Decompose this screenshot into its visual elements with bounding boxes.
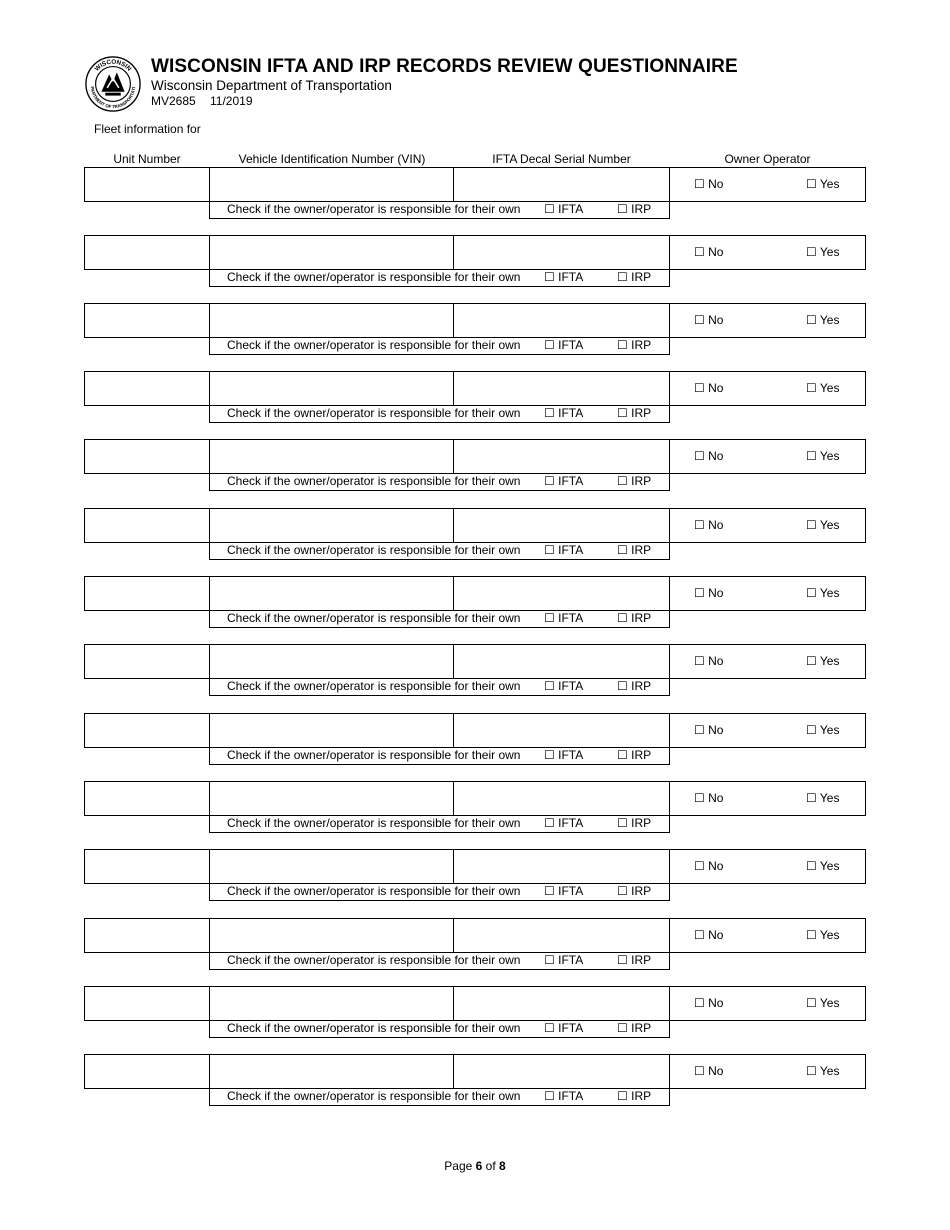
responsibility-text: Check if the owner/operator is responsible for their own xyxy=(227,748,521,762)
owner-operator-no-checkbox[interactable] xyxy=(694,586,723,600)
owner-operator-yes-checkbox[interactable] xyxy=(806,723,839,737)
fleet-row xyxy=(84,713,866,765)
responsibility-text: Check if the owner/operator is responsible for their own xyxy=(227,884,521,898)
responsibility-line xyxy=(209,883,670,901)
checkbox-icon: ☐ xyxy=(694,586,705,600)
irp-label: IRP xyxy=(631,474,652,488)
ifta-label: IFTA xyxy=(558,1021,584,1035)
responsibility-line xyxy=(209,337,670,355)
responsibility-text: Check if the owner/operator is responsible for their own xyxy=(227,474,521,488)
ifta-decal-field[interactable] xyxy=(453,508,670,543)
checkbox-icon: ☐ xyxy=(544,953,555,967)
wisdot-seal xyxy=(84,55,142,113)
ifta-decal-field[interactable] xyxy=(453,849,670,884)
vin-field[interactable] xyxy=(209,1054,454,1089)
svg-text:DEPARTMENT OF TRANSPORTATION: PARTMENT OF TRANSPORTATI xyxy=(89,86,137,110)
ifta-checkbox[interactable] xyxy=(544,474,583,488)
owner-operator-no-checkbox[interactable] xyxy=(694,996,723,1010)
irp-checkbox[interactable] xyxy=(617,748,651,762)
checkbox-icon: ☐ xyxy=(544,748,555,762)
fleet-info-label: Fleet information for xyxy=(94,122,201,136)
irp-checkbox[interactable] xyxy=(617,953,651,967)
responsibility-text: Check if the owner/operator is responsible for their own xyxy=(227,953,521,967)
no-label: No xyxy=(708,654,724,668)
ifta-label: IFTA xyxy=(558,338,584,352)
checkbox-icon: ☐ xyxy=(617,474,628,488)
no-label: No xyxy=(708,586,724,600)
owner-operator-no-checkbox[interactable] xyxy=(694,859,723,873)
responsibility-line xyxy=(209,1088,670,1106)
ifta-checkbox[interactable] xyxy=(544,679,583,693)
owner-operator-yes-checkbox[interactable] xyxy=(806,654,839,668)
responsibility-line xyxy=(209,952,670,970)
responsibility-line xyxy=(209,1020,670,1038)
ifta-checkbox[interactable] xyxy=(544,543,583,557)
no-label: No xyxy=(708,1064,724,1078)
checkbox-icon: ☐ xyxy=(806,313,817,327)
vin-field[interactable] xyxy=(209,986,454,1021)
owner-operator-cell xyxy=(669,1054,866,1089)
irp-checkbox[interactable] xyxy=(617,679,651,693)
owner-operator-yes-checkbox[interactable] xyxy=(806,996,839,1010)
responsibility-line xyxy=(209,747,670,765)
irp-label: IRP xyxy=(631,611,652,625)
ifta-label: IFTA xyxy=(558,611,584,625)
irp-checkbox[interactable] xyxy=(617,1021,651,1035)
yes-label: Yes xyxy=(819,177,840,191)
checkbox-icon: ☐ xyxy=(544,1021,555,1035)
responsibility-text: Check if the owner/operator is responsible for their own xyxy=(227,1021,521,1035)
checkbox-icon: ☐ xyxy=(806,381,817,395)
header-ifta-decal: IFTA Decal Serial Number xyxy=(492,152,631,166)
department-name: Wisconsin Department of Transportation xyxy=(151,78,392,93)
irp-label: IRP xyxy=(631,1021,652,1035)
ifta-decal-field[interactable] xyxy=(453,1054,670,1089)
checkbox-icon: ☐ xyxy=(694,791,705,805)
fleet-row xyxy=(84,918,866,970)
vin-field[interactable] xyxy=(209,167,454,202)
yes-label: Yes xyxy=(819,928,840,942)
yes-label: Yes xyxy=(819,381,840,395)
owner-operator-yes-checkbox[interactable] xyxy=(806,245,839,259)
checkbox-icon: ☐ xyxy=(694,518,705,532)
checkbox-icon: ☐ xyxy=(806,859,817,873)
owner-operator-cell xyxy=(669,439,866,474)
responsibility-line xyxy=(209,542,670,560)
no-label: No xyxy=(708,245,724,259)
responsibility-text: Check if the owner/operator is responsible for their own xyxy=(227,338,521,352)
ifta-checkbox[interactable] xyxy=(544,270,583,284)
responsibility-text: Check if the owner/operator is responsible for their own xyxy=(227,406,521,420)
checkbox-icon: ☐ xyxy=(806,928,817,942)
ifta-checkbox[interactable] xyxy=(544,338,583,352)
ifta-label: IFTA xyxy=(558,748,584,762)
owner-operator-no-checkbox[interactable] xyxy=(694,723,723,737)
fleet-row xyxy=(84,849,866,901)
yes-label: Yes xyxy=(819,518,840,532)
ifta-decal-field[interactable] xyxy=(453,713,670,748)
responsibility-line xyxy=(209,678,670,696)
ifta-decal-field[interactable] xyxy=(453,576,670,611)
ifta-decal-field[interactable] xyxy=(453,918,670,953)
page-prefix: Page xyxy=(444,1159,473,1173)
unit-number-field[interactable] xyxy=(84,303,210,338)
checkbox-icon: ☐ xyxy=(617,816,628,830)
owner-operator-cell xyxy=(669,371,866,406)
irp-label: IRP xyxy=(631,1089,652,1103)
checkbox-icon: ☐ xyxy=(544,679,555,693)
vin-field[interactable] xyxy=(209,508,454,543)
irp-label: IRP xyxy=(631,202,652,216)
no-label: No xyxy=(708,723,724,737)
checkbox-icon: ☐ xyxy=(617,679,628,693)
no-label: No xyxy=(708,381,724,395)
responsibility-text: Check if the owner/operator is responsible for their own xyxy=(227,679,521,693)
owner-operator-yes-checkbox[interactable] xyxy=(806,313,839,327)
ifta-checkbox[interactable] xyxy=(544,1021,583,1035)
responsibility-text: Check if the owner/operator is responsible for their own xyxy=(227,1089,521,1103)
yes-label: Yes xyxy=(819,859,840,873)
ifta-decal-field[interactable] xyxy=(453,167,670,202)
owner-operator-cell xyxy=(669,576,866,611)
vin-field[interactable] xyxy=(209,303,454,338)
yes-label: Yes xyxy=(819,654,840,668)
owner-operator-no-checkbox[interactable] xyxy=(694,928,723,942)
checkbox-icon: ☐ xyxy=(806,518,817,532)
yes-label: Yes xyxy=(819,449,840,463)
owner-operator-no-checkbox[interactable] xyxy=(694,313,723,327)
checkbox-icon: ☐ xyxy=(694,996,705,1010)
unit-number-field[interactable] xyxy=(84,235,210,270)
no-label: No xyxy=(708,859,724,873)
owner-operator-yes-checkbox[interactable] xyxy=(806,586,839,600)
irp-checkbox[interactable] xyxy=(617,611,651,625)
no-label: No xyxy=(708,928,724,942)
checkbox-icon: ☐ xyxy=(806,586,817,600)
ifta-decal-field[interactable] xyxy=(453,371,670,406)
ifta-checkbox[interactable] xyxy=(544,884,583,898)
irp-label: IRP xyxy=(631,543,652,557)
checkbox-icon: ☐ xyxy=(617,270,628,284)
owner-operator-cell xyxy=(669,986,866,1021)
header-owner-operator: Owner Operator xyxy=(724,152,811,166)
irp-label: IRP xyxy=(631,679,652,693)
form-date: 11/2019 xyxy=(210,94,253,108)
checkbox-icon: ☐ xyxy=(694,654,705,668)
vin-field[interactable] xyxy=(209,371,454,406)
fleet-row xyxy=(84,576,866,628)
yes-label: Yes xyxy=(819,313,840,327)
owner-operator-yes-checkbox[interactable] xyxy=(806,381,839,395)
irp-label: IRP xyxy=(631,884,652,898)
checkbox-icon: ☐ xyxy=(617,406,628,420)
vin-field[interactable] xyxy=(209,849,454,884)
yes-label: Yes xyxy=(819,996,840,1010)
responsibility-text: Check if the owner/operator is responsible for their own xyxy=(227,202,521,216)
ifta-label: IFTA xyxy=(558,884,584,898)
checkbox-icon: ☐ xyxy=(694,449,705,463)
fleet-row xyxy=(84,986,866,1038)
owner-operator-no-checkbox[interactable] xyxy=(694,381,723,395)
checkbox-icon: ☐ xyxy=(694,177,705,191)
vin-field[interactable] xyxy=(209,713,454,748)
ifta-label: IFTA xyxy=(558,953,584,967)
checkbox-icon: ☐ xyxy=(544,202,555,216)
checkbox-icon: ☐ xyxy=(694,381,705,395)
checkbox-icon: ☐ xyxy=(617,884,628,898)
responsibility-line xyxy=(209,269,670,287)
ifta-decal-field[interactable] xyxy=(453,303,670,338)
checkbox-icon: ☐ xyxy=(544,270,555,284)
owner-operator-no-checkbox[interactable] xyxy=(694,1064,723,1078)
irp-checkbox[interactable] xyxy=(617,884,651,898)
irp-checkbox[interactable] xyxy=(617,202,651,216)
owner-operator-no-checkbox[interactable] xyxy=(694,177,723,191)
checkbox-icon: ☐ xyxy=(617,202,628,216)
unit-number-field[interactable] xyxy=(84,918,210,953)
yes-label: Yes xyxy=(819,1064,840,1078)
responsibility-line xyxy=(209,405,670,423)
unit-number-field[interactable] xyxy=(84,986,210,1021)
fleet-row xyxy=(84,167,866,219)
no-label: No xyxy=(708,518,724,532)
unit-number-field[interactable] xyxy=(84,439,210,474)
irp-label: IRP xyxy=(631,406,652,420)
owner-operator-cell xyxy=(669,235,866,270)
yes-label: Yes xyxy=(819,586,840,600)
owner-operator-no-checkbox[interactable] xyxy=(694,654,723,668)
checkbox-icon: ☐ xyxy=(544,1089,555,1103)
fleet-row xyxy=(84,235,866,287)
owner-operator-yes-checkbox[interactable] xyxy=(806,177,839,191)
irp-label: IRP xyxy=(631,816,652,830)
svg-text:WISCONSIN: WISCONSIN xyxy=(93,58,133,73)
form-number: MV2685 xyxy=(151,94,196,108)
page-of: of xyxy=(485,1159,496,1173)
no-label: No xyxy=(708,313,724,327)
irp-checkbox[interactable] xyxy=(617,270,651,284)
responsibility-text: Check if the owner/operator is responsible for their own xyxy=(227,816,521,830)
vin-field[interactable] xyxy=(209,781,454,816)
ifta-label: IFTA xyxy=(558,474,584,488)
irp-checkbox[interactable] xyxy=(617,338,651,352)
unit-number-field[interactable] xyxy=(84,371,210,406)
owner-operator-cell xyxy=(669,167,866,202)
owner-operator-no-checkbox[interactable] xyxy=(694,518,723,532)
ifta-checkbox[interactable] xyxy=(544,1089,583,1103)
checkbox-icon: ☐ xyxy=(544,816,555,830)
checkbox-icon: ☐ xyxy=(617,1089,628,1103)
owner-operator-yes-checkbox[interactable] xyxy=(806,791,839,805)
irp-label: IRP xyxy=(631,338,652,352)
unit-number-field[interactable] xyxy=(84,849,210,884)
ifta-checkbox[interactable] xyxy=(544,748,583,762)
irp-checkbox[interactable] xyxy=(617,474,651,488)
ifta-checkbox[interactable] xyxy=(544,611,583,625)
vin-field[interactable] xyxy=(209,576,454,611)
no-label: No xyxy=(708,449,724,463)
form-title: WISCONSIN IFTA AND IRP RECORDS REVIEW QUESTIONNAIRE xyxy=(151,56,738,77)
checkbox-icon: ☐ xyxy=(544,406,555,420)
owner-operator-yes-checkbox[interactable] xyxy=(806,859,839,873)
responsibility-line xyxy=(209,610,670,628)
checkbox-icon: ☐ xyxy=(694,723,705,737)
responsibility-text: Check if the owner/operator is responsible for their own xyxy=(227,543,521,557)
responsibility-text: Check if the owner/operator is responsible for their own xyxy=(227,270,521,284)
ifta-label: IFTA xyxy=(558,543,584,557)
owner-operator-cell xyxy=(669,849,866,884)
irp-checkbox[interactable] xyxy=(617,1089,651,1103)
owner-operator-no-checkbox[interactable] xyxy=(694,449,723,463)
yes-label: Yes xyxy=(819,723,840,737)
checkbox-icon: ☐ xyxy=(694,928,705,942)
yes-label: Yes xyxy=(819,245,840,259)
owner-operator-cell xyxy=(669,781,866,816)
checkbox-icon: ☐ xyxy=(694,859,705,873)
checkbox-icon: ☐ xyxy=(544,474,555,488)
checkbox-icon: ☐ xyxy=(544,543,555,557)
unit-number-field[interactable] xyxy=(84,781,210,816)
checkbox-icon: ☐ xyxy=(806,723,817,737)
ifta-label: IFTA xyxy=(558,406,584,420)
unit-number-field[interactable] xyxy=(84,576,210,611)
owner-operator-cell xyxy=(669,644,866,679)
unit-number-field[interactable] xyxy=(84,644,210,679)
unit-number-field[interactable] xyxy=(84,1054,210,1089)
owner-operator-cell xyxy=(669,508,866,543)
ifta-label: IFTA xyxy=(558,202,584,216)
checkbox-icon: ☐ xyxy=(806,996,817,1010)
ifta-checkbox[interactable] xyxy=(544,406,583,420)
fleet-row xyxy=(84,781,866,833)
owner-operator-no-checkbox[interactable] xyxy=(694,245,723,259)
ifta-decal-field[interactable] xyxy=(453,235,670,270)
unit-number-field[interactable] xyxy=(84,508,210,543)
ifta-checkbox[interactable] xyxy=(544,202,583,216)
ifta-decal-field[interactable] xyxy=(453,986,670,1021)
checkbox-icon: ☐ xyxy=(806,654,817,668)
vin-field[interactable] xyxy=(209,235,454,270)
fleet-row xyxy=(84,303,866,355)
ifta-decal-field[interactable] xyxy=(453,781,670,816)
owner-operator-yes-checkbox[interactable] xyxy=(806,518,839,532)
ifta-decal-field[interactable] xyxy=(453,644,670,679)
ifta-label: IFTA xyxy=(558,270,584,284)
ifta-label: IFTA xyxy=(558,816,584,830)
vin-field[interactable] xyxy=(209,644,454,679)
owner-operator-cell xyxy=(669,713,866,748)
header-vin: Vehicle Identification Number (VIN) xyxy=(238,152,426,166)
checkbox-icon: ☐ xyxy=(617,953,628,967)
yes-label: Yes xyxy=(819,791,840,805)
owner-operator-yes-checkbox[interactable] xyxy=(806,1064,839,1078)
fleet-row xyxy=(84,1054,866,1106)
no-label: No xyxy=(708,996,724,1010)
checkbox-icon: ☐ xyxy=(617,1021,628,1035)
responsibility-line xyxy=(209,815,670,833)
responsibility-text: Check if the owner/operator is responsible for their own xyxy=(227,611,521,625)
unit-number-field[interactable] xyxy=(84,713,210,748)
checkbox-icon: ☐ xyxy=(544,338,555,352)
header-unit-number: Unit Number xyxy=(113,152,181,166)
unit-number-field[interactable] xyxy=(84,167,210,202)
vin-field[interactable] xyxy=(209,918,454,953)
ifta-decal-field[interactable] xyxy=(453,439,670,474)
owner-operator-no-checkbox[interactable] xyxy=(694,791,723,805)
ifta-checkbox[interactable] xyxy=(544,816,583,830)
fleet-row xyxy=(84,371,866,423)
ifta-checkbox[interactable] xyxy=(544,953,583,967)
checkbox-icon: ☐ xyxy=(806,1064,817,1078)
owner-operator-cell xyxy=(669,303,866,338)
checkbox-icon: ☐ xyxy=(694,245,705,259)
owner-operator-yes-checkbox[interactable] xyxy=(806,928,839,942)
fleet-row xyxy=(84,644,866,696)
irp-checkbox[interactable] xyxy=(617,816,651,830)
fleet-row xyxy=(84,508,866,560)
checkbox-icon: ☐ xyxy=(806,449,817,463)
checkbox-icon: ☐ xyxy=(617,748,628,762)
checkbox-icon: ☐ xyxy=(544,884,555,898)
vin-field[interactable] xyxy=(209,439,454,474)
checkbox-icon: ☐ xyxy=(806,177,817,191)
checkbox-icon: ☐ xyxy=(806,245,817,259)
checkbox-icon: ☐ xyxy=(617,338,628,352)
irp-label: IRP xyxy=(631,953,652,967)
irp-checkbox[interactable] xyxy=(617,543,651,557)
ifta-label: IFTA xyxy=(558,1089,584,1103)
owner-operator-yes-checkbox[interactable] xyxy=(806,449,839,463)
irp-checkbox[interactable] xyxy=(617,406,651,420)
irp-label: IRP xyxy=(631,748,652,762)
fleet-row xyxy=(84,439,866,491)
page-current: 6 xyxy=(475,1159,483,1173)
checkbox-icon: ☐ xyxy=(544,611,555,625)
page-total: 8 xyxy=(499,1159,506,1173)
owner-operator-cell xyxy=(669,918,866,953)
irp-label: IRP xyxy=(631,270,652,284)
checkbox-icon: ☐ xyxy=(694,1064,705,1078)
checkbox-icon: ☐ xyxy=(694,313,705,327)
ifta-label: IFTA xyxy=(558,679,584,693)
checkbox-icon: ☐ xyxy=(617,611,628,625)
responsibility-line xyxy=(209,201,670,219)
checkbox-icon: ☐ xyxy=(806,791,817,805)
checkbox-icon: ☐ xyxy=(617,543,628,557)
responsibility-line xyxy=(209,473,670,491)
page-footer xyxy=(0,1159,950,1173)
no-label: No xyxy=(708,177,724,191)
no-label: No xyxy=(708,791,724,805)
